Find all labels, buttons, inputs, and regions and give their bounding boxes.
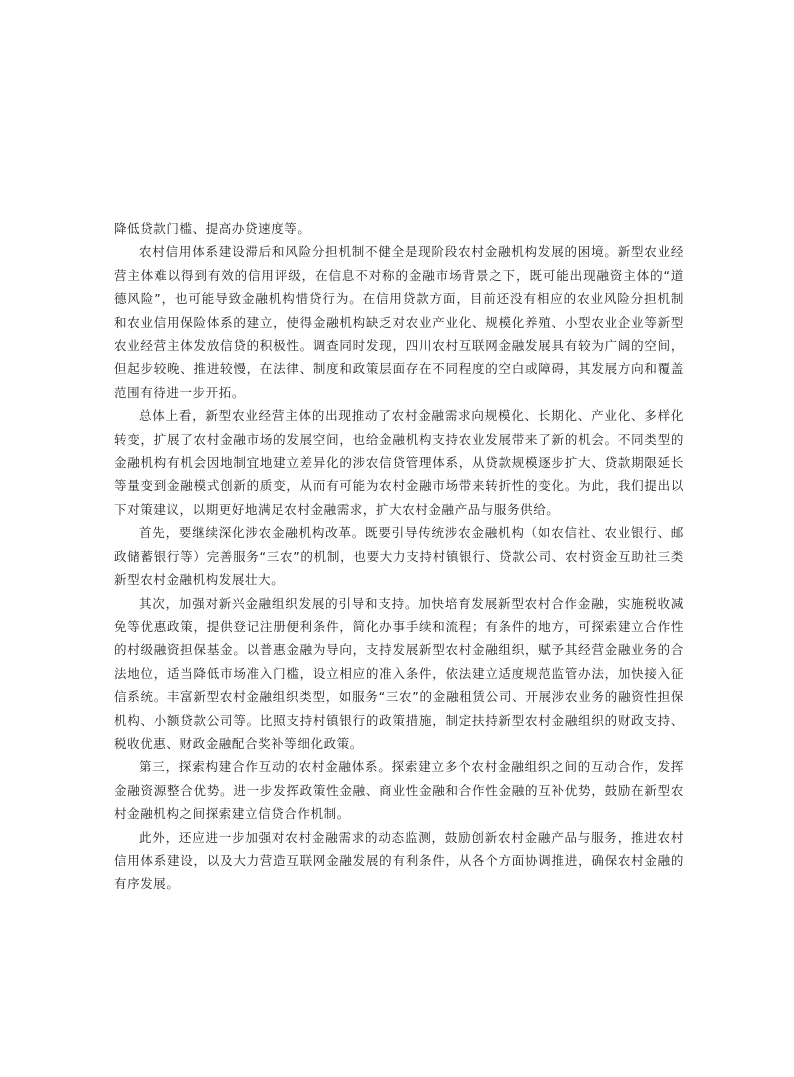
paragraph-1: 降低贷款门槛、提高办贷速度等。 — [114, 221, 311, 236]
paragraph-5: 其次，加强对新兴金融组织发展的引导和支持。加快培育发展新型农村合作金融，实施税收减免等优惠政策，提供登记注册便利条件，简化办事手续和流程；有条件的地方，可探索建立合作性的村级融资担保基金。以普惠金融为导向，支持发展新型农村金融组织，赋予其经营金融业务的合法地位，适当降低市场准入门槛，设立相应的准入条件，依法建立适度规范监管办法，加快接入征信系统。丰富新型农村金融组织类型，如服务“三农”的金融租赁公司、开展涉农业务的融资性担保机构、小额贷款公司等。比照支持村镇银行的政策措施，制定扶持新型农村金融组织的财政支持、税收优惠、财政金融配合奖补等细化政策。 — [114, 595, 684, 751]
paragraph-6: 第三，探索构建合作互动的农村金融体系。探索建立多个农村金融组织之间的互动合作，发挥金融资源整合优势。进一步发挥政策性金融、商业性金融和合作性金融的互补优势，鼓励在新型农村金融机构之间探索建立信贷合作机制。 — [114, 759, 684, 822]
paragraph-7: 此外，还应进一步加强对农村金融需求的动态监测，鼓励创新农村金融产品与服务，推进农村信用体系建设，以及大力营造互联网金融发展的有利条件，从各个方面协调推进，确保农村金融的有序发展。 — [114, 829, 684, 892]
paragraph-2: 农村信用体系建设滞后和风险分担机制不健全是现阶段农村金融机构发展的困境。新型农业经营主体难以得到有效的信用评级，在信息不对称的金融市场背景之下，既可能出现融资主体的“道德风险”，也可能导致金融机构惜贷行为。在信用贷款方面，目前还没有相应的农业风险分担机制和农业信用保险体系的建立，使得金融机构缺乏对农业产业化、规模化养殖、小型农业企业等新型农业经营主体发放信贷的积极性。调查同时发现，四川农村互联网金融发展具有较为广阔的空间，但起步较晚、推进较慢，在法律、制度和政策层面存在不同程度的空白或障碍，其发展方向和覆盖范围有待进一步开拓。 — [114, 244, 684, 400]
document-page — [114, 217, 684, 896]
paragraph-4: 首先，要继续深化涉农金融机构改革。既要引导传统涉农金融机构（如农信社、农业银行、邮政储蓄银行等）完善服务“三农”的机制，也要大力支持村镇银行、贷款公司、农村资金互助社三类新型农村金融机构发展壮大。 — [114, 525, 684, 588]
paragraph-3: 总体上看，新型农业经营主体的出现推动了农村金融需求向规模化、长期化、产业化、多样化转变，扩展了农村金融市场的发展空间，也给金融机构支持农业发展带来了新的机会。不同类型的金融机构有机会因地制宜地建立差异化的涉农信贷管理体系，从贷款规模逐步扩大、贷款期限延长等量变到金融模式创新的质变，从而有可能为农村金融市场带来转折性的变化。为此，我们提出以下对策建议，以期更好地满足农村金融需求，扩大农村金融产品与服务供给。 — [114, 408, 684, 517]
